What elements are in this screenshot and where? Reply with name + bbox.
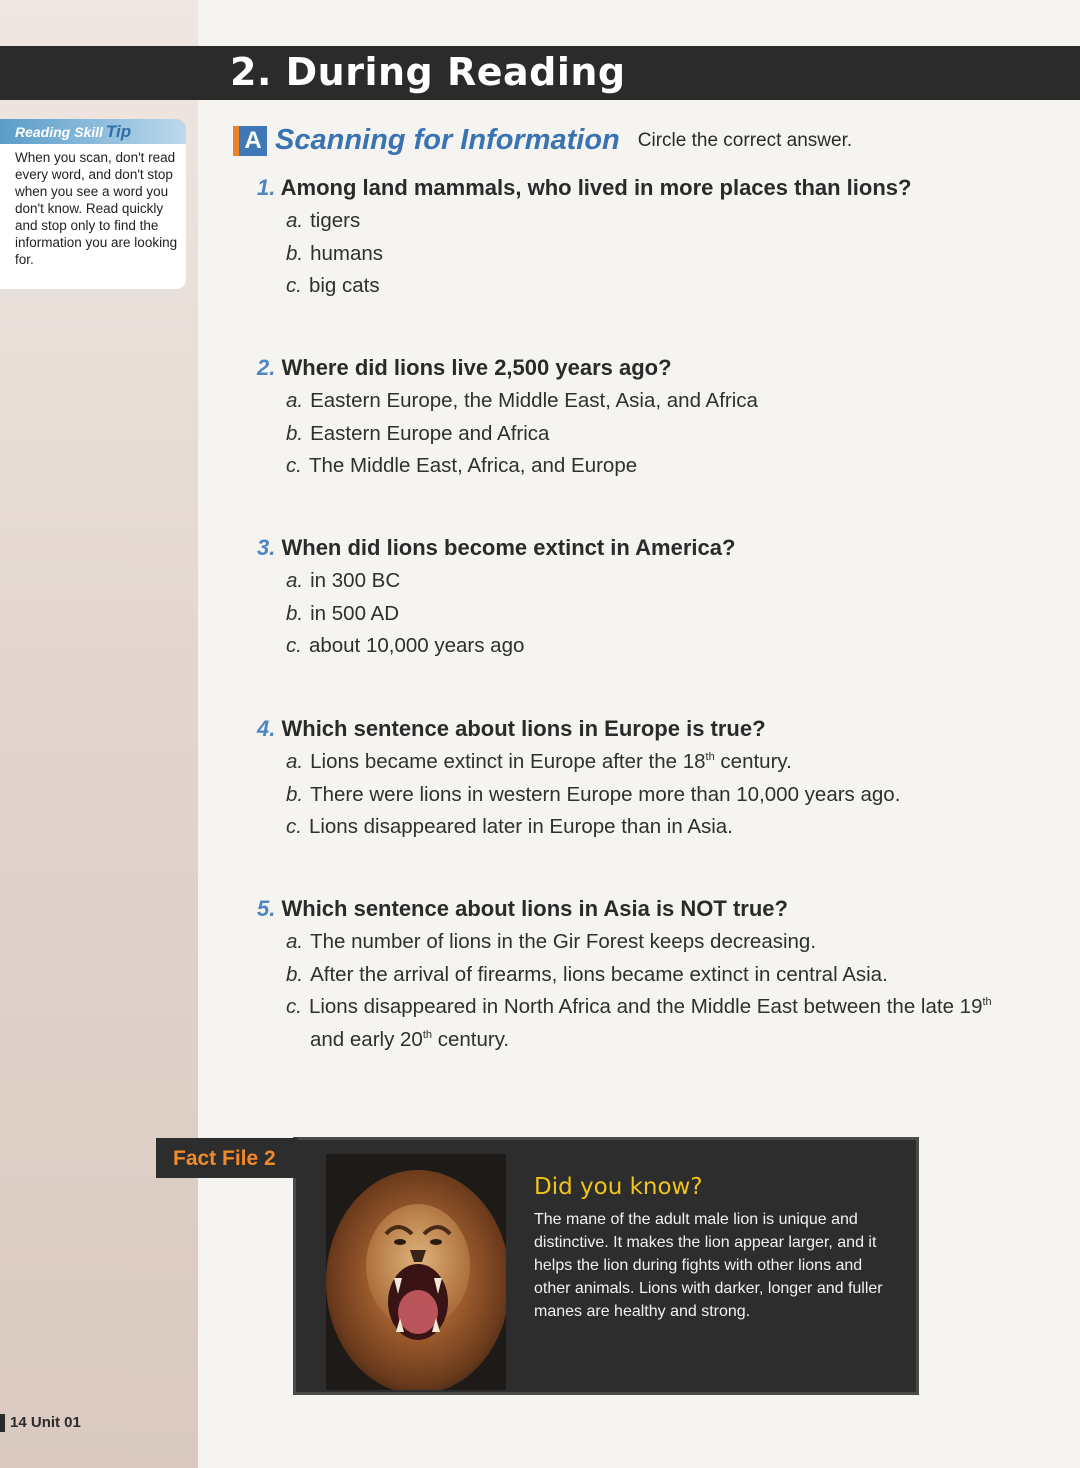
answer-option-c[interactable] xyxy=(286,811,1037,844)
option-letter: c. xyxy=(286,995,302,1018)
option-letter: b. xyxy=(286,601,304,625)
section-header-bar xyxy=(0,46,1080,100)
option-text-end: century. xyxy=(714,750,792,773)
option-letter: a. xyxy=(286,389,304,412)
question-1 xyxy=(257,171,1037,303)
option-letter: a. xyxy=(286,930,304,953)
section-badge: A xyxy=(233,126,267,156)
tip-label: Reading Skill xyxy=(15,124,103,140)
answer-option-b[interactable] xyxy=(286,238,1037,271)
option-text: tigers xyxy=(310,209,361,232)
tip-header xyxy=(0,119,186,144)
question-number: 2. xyxy=(257,355,276,380)
option-letter: c. xyxy=(286,815,302,838)
section-a-title: Scanning for Information xyxy=(275,124,620,156)
answer-option-b[interactable] xyxy=(286,959,1037,992)
question-text xyxy=(257,712,1037,746)
answer-option-b[interactable] xyxy=(286,779,1037,812)
option-text-end: century. xyxy=(432,1027,510,1051)
option-letter: a. xyxy=(286,569,304,592)
ordinal-suffix: th xyxy=(982,996,992,1009)
option-letter: b. xyxy=(286,962,304,986)
option-letter: c. xyxy=(286,274,302,297)
option-text: Lions became extinct in Europe after the 18 xyxy=(310,750,706,773)
tip-label-emphasis: Tip xyxy=(105,122,132,141)
question-text xyxy=(257,351,1037,385)
option-text: The Middle East, Africa, and Europe xyxy=(308,454,638,477)
reading-skill-tip-box xyxy=(0,119,186,289)
section-title: 2. During Reading xyxy=(230,50,626,94)
question-text xyxy=(257,892,1037,926)
option-letter: b. xyxy=(286,782,304,806)
option-text: After the arrival of firearms, lions became extinct in central Asia. xyxy=(310,962,888,986)
option-text: Lions disappeared later in Europe than in Asia. xyxy=(308,815,733,838)
answer-option-c[interactable] xyxy=(286,991,1010,1056)
answer-option-b[interactable] xyxy=(286,598,1037,631)
fact-file-tab xyxy=(156,1138,298,1178)
option-text: Eastern Europe, the Middle East, Asia, and Africa xyxy=(310,389,758,412)
option-letter: c. xyxy=(286,454,302,477)
fact-body-text: The mane of the adult male lion is unique and distinctive. It makes the lion appear larger, and it helps the lion during fights with other lions and other animals. Lions with darker, longer and fuller manes are healthy and strong. xyxy=(534,1211,883,1320)
question-prompt: Among land mammals, who lived in more places than lions? xyxy=(280,175,912,200)
answer-option-c[interactable] xyxy=(286,270,1037,303)
fact-file-label: Fact File 2 xyxy=(173,1147,276,1170)
option-text-mid: and early 20 xyxy=(310,1027,423,1051)
answer-option-c[interactable] xyxy=(286,450,1037,483)
answer-option-a[interactable] xyxy=(286,565,1037,598)
unit-label: Unit 01 xyxy=(30,1414,81,1431)
option-text: big cats xyxy=(308,274,380,297)
ordinal-suffix: th xyxy=(705,751,715,764)
question-4 xyxy=(257,712,1037,844)
page-number: 14 xyxy=(10,1414,27,1431)
option-text: Eastern Europe and Africa xyxy=(310,421,550,445)
option-letter: c. xyxy=(286,634,302,657)
option-letter: b. xyxy=(286,241,304,265)
ordinal-suffix: th xyxy=(422,1028,433,1041)
question-prompt: Which sentence about lions in Europe is true? xyxy=(281,716,766,741)
option-text: about 10,000 years ago xyxy=(308,634,525,657)
answer-option-a[interactable] xyxy=(286,926,1037,959)
page-footer xyxy=(0,1414,81,1432)
option-letter: a. xyxy=(286,750,304,773)
question-number: 1. xyxy=(257,175,276,200)
question-number: 3. xyxy=(257,535,276,560)
footer-marker xyxy=(0,1414,5,1432)
section-a-heading xyxy=(233,124,852,164)
roaring-lion-photo xyxy=(326,1154,506,1390)
option-letter: a. xyxy=(286,209,304,232)
option-letter: b. xyxy=(286,421,304,445)
question-number: 5. xyxy=(257,896,276,921)
question-prompt: When did lions become extinct in America? xyxy=(281,535,736,560)
question-text xyxy=(257,171,1037,205)
option-text: The number of lions in the Gir Forest keeps decreasing. xyxy=(310,930,817,953)
question-3 xyxy=(257,531,1037,663)
question-prompt: Where did lions live 2,500 years ago? xyxy=(281,355,672,380)
fact-heading: Did you know? xyxy=(534,1174,703,1200)
answer-option-c[interactable] xyxy=(286,630,1037,663)
option-text: in 300 BC xyxy=(310,569,401,592)
answer-option-a[interactable] xyxy=(286,205,1037,238)
option-text: in 500 AD xyxy=(310,601,400,625)
section-instruction: Circle the correct answer. xyxy=(637,129,853,151)
question-2 xyxy=(257,351,1037,483)
option-text: Lions disappeared in North Africa and the Middle East between the late 19 xyxy=(308,995,983,1018)
question-5 xyxy=(257,892,1037,1056)
option-text: humans xyxy=(310,241,384,265)
question-prompt: Which sentence about lions in Asia is NOT true? xyxy=(281,896,788,921)
question-number: 4. xyxy=(257,716,276,741)
question-text xyxy=(257,531,1037,565)
answer-option-a[interactable] xyxy=(286,746,1037,779)
option-text: There were lions in western Europe more than 10,000 years ago. xyxy=(310,782,901,806)
answer-option-b[interactable] xyxy=(286,418,1037,451)
tip-text: When you scan, don't read every word, and don't stop when you see a word you don't know. Read quickly and stop only to find the information you are looking for. xyxy=(15,150,178,267)
answer-option-a[interactable] xyxy=(286,385,1037,418)
